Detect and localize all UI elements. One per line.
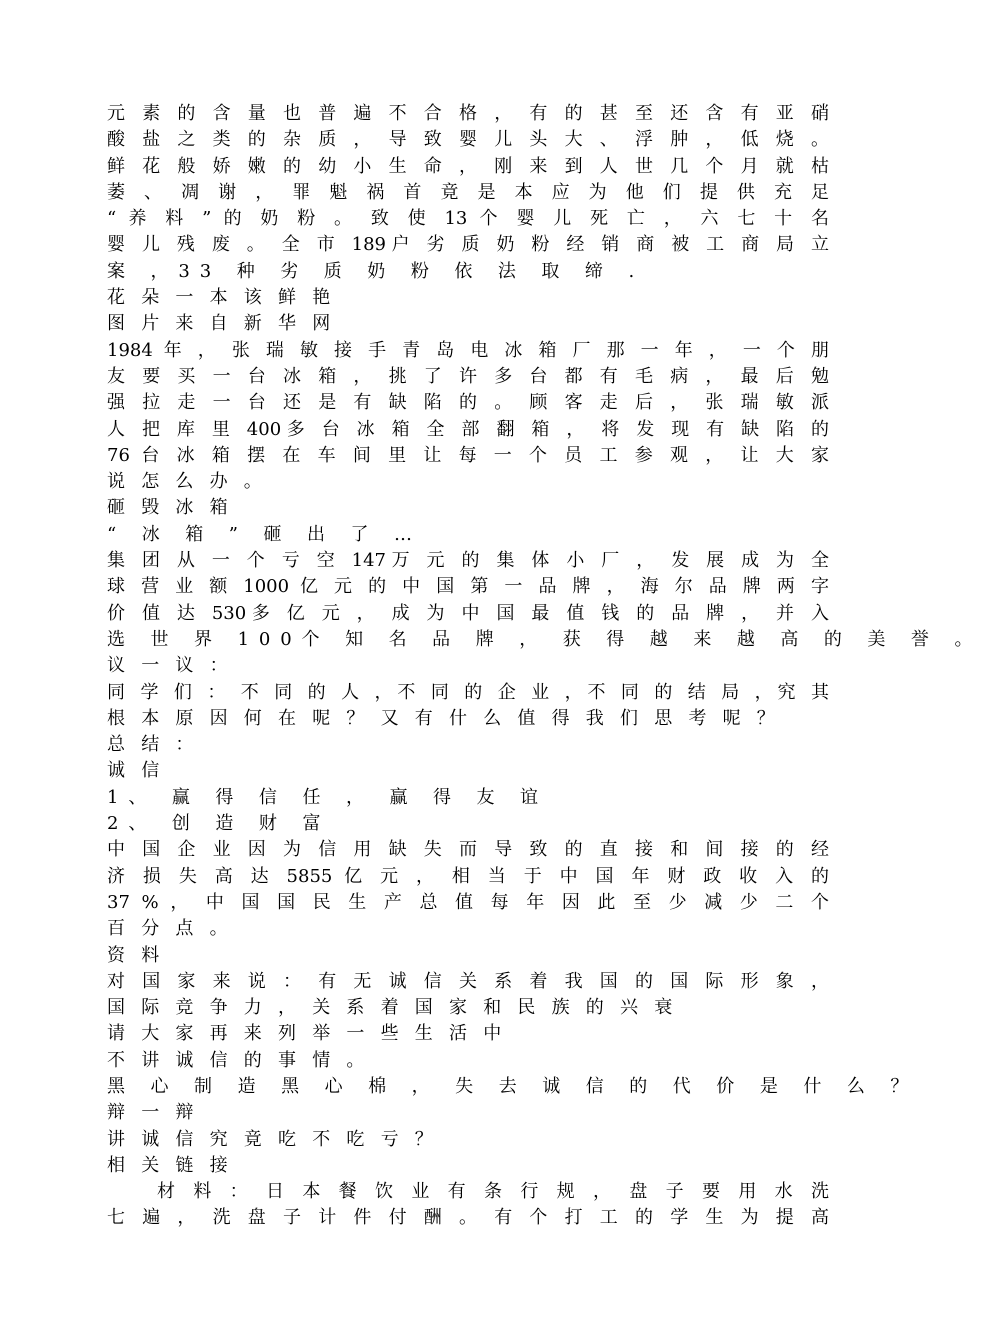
text-line: 萎 、 凋 谢 ， 罪 魁 祸 首 竟 是 本 应 为 他 们 提 供 充 足 xyxy=(107,181,829,203)
text-line: 对 国 家 来 说 ： 有 无 诚 信 关 系 着 我 国 的 国 际 形 象 ， xyxy=(107,970,829,992)
text-line: 根本原因何在呢？又有什么值得我们思考呢？ xyxy=(107,707,791,729)
list-item: 2、 创 造 财 富 xyxy=(107,813,331,835)
text-line: 七 遍 ， 洗 盘 子 计 件 付 酬 。 有 个 打 工 的 学 生 为 提 高 xyxy=(107,1207,829,1229)
text-line: 酸 盐 之 类 的 杂 质 ， 导 致 婴 儿 头 大 、 浮 肿 ， 低 烧 。 xyxy=(107,129,829,151)
text-line: 案 ，33 种 劣 质 奶 粉 依 法 取 缔 . xyxy=(107,260,645,282)
heading-line: 总结： xyxy=(107,734,210,756)
text-line: 选 世 界 100个 知 名 品 牌 ， 获 得 越 来 越 高 的 美 誉 。 xyxy=(107,628,982,650)
heading-line: 相关链接 xyxy=(107,1154,244,1176)
text-line: 强 拉 走 一 台 还 是 有 缺 陷 的 。 顾 客 走 后 ， 张 瑞 敏 派 xyxy=(107,392,829,414)
text-line: 不讲诚信的事情。 xyxy=(107,1049,381,1071)
heading-line: 议一议： xyxy=(107,655,244,677)
text-line: 人 把 库 里 400多 台 冰 箱 全 部 翻 箱 ， 将 发 现 有 缺 陷 的 xyxy=(107,418,829,440)
text-line: 婴 儿 残 废 。 全 市 189户 劣 质 奶 粉 经 销 商 被 工 商 局 立 xyxy=(107,234,829,256)
text-line: 百分点。 xyxy=(107,918,244,940)
text-line: 说怎么办。 xyxy=(107,471,278,493)
text-line: 济 损 失 高 达 5855 亿 元 ， 相 当 于 中 国 年 财 政 收 入 的 xyxy=(107,865,829,887)
text-line: “ 养 料 ” 的 奶 粉 。 致 使 13 个 婴 儿 死 亡 ， 六 七 十 名 xyxy=(107,208,829,230)
text-line: 元 素 的 含 量 也 普 遍 不 合 格 ， 有 的 甚 至 还 含 有 亚 硝 xyxy=(107,103,829,124)
heading-line: 诚信 xyxy=(107,760,176,782)
heading-line: 砸毁冰箱 xyxy=(107,497,244,519)
text-line: 鲜 花 般 娇 嫩 的 幼 小 生 命 ， 刚 来 到 人 世 几 个 月 就 枯 xyxy=(107,155,829,177)
text-line: 37 % ， 中 国 国 民 生 产 总 值 每 年 因 此 至 少 减 少 二 个 xyxy=(107,891,829,913)
text-line: 1984 年 ， 张 瑞 敏 接 手 青 岛 电 冰 箱 厂 那 一 年 ， 一 个 朋 xyxy=(107,339,829,361)
text-line: 国际竞争力，关系着国家和民族的兴衰 xyxy=(107,997,689,1019)
text-line: 黑 心 制 造 黑 心 棉 ， 失 去 诚 信 的 代 价 是 什 么 ？ xyxy=(107,1075,919,1097)
text-line: 材 料 ： 日 本 餐 饮 业 有 条 行 规 ， 盘 子 要 用 水 洗 xyxy=(157,1181,829,1203)
text-line: 集 团 从 一 个 亏 空 147万 元 的 集 体 小 厂 ， 发 展 成 为 全 xyxy=(107,550,829,572)
text-line: 中 国 企 业 因 为 信 用 缺 失 而 导 致 的 直 接 和 间 接 的 经 xyxy=(107,839,829,861)
caption-line: 图片来自新华网 xyxy=(107,313,347,335)
heading-line: “ 冰 箱 ” 砸 出 了 … xyxy=(107,523,422,545)
text-line: 价 值 达 530多 亿 元 ， 成 为 中 国 最 值 钱 的 品 牌 ， 并 入 xyxy=(107,602,829,624)
heading-line: 资料 xyxy=(107,944,176,966)
text-line: 球 营 业 额 1000 亿 元 的 中 国 第 一 品 牌 ， 海 尔 品 牌 两 字 xyxy=(107,576,829,598)
text-line: 讲诚信究竟吃不吃亏？ xyxy=(107,1128,449,1150)
heading-line: 辩一辩 xyxy=(107,1102,210,1124)
text-line: 76 台 冰 箱 摆 在 车 间 里 让 每 一 个 员 工 参 观 ， 让 大 家 xyxy=(107,444,829,466)
heading-line: 花朵一本该鲜艳 xyxy=(107,287,347,309)
list-item: 1、 赢 得 信 任 ， 赢 得 友 谊 xyxy=(107,786,548,808)
text-line: 请大家再来列举一些生活中 xyxy=(107,1023,518,1045)
text-line: 同 学 们 ： 不 同 的 人 ，不 同 的 企 业 ，不 同 的 结 局 ，究 其 xyxy=(107,681,829,703)
document-page xyxy=(107,101,982,1232)
text-line: 友 要 买 一 台 冰 箱 ， 挑 了 许 多 台 都 有 毛 病 ， 最 后 勉 xyxy=(107,365,829,387)
